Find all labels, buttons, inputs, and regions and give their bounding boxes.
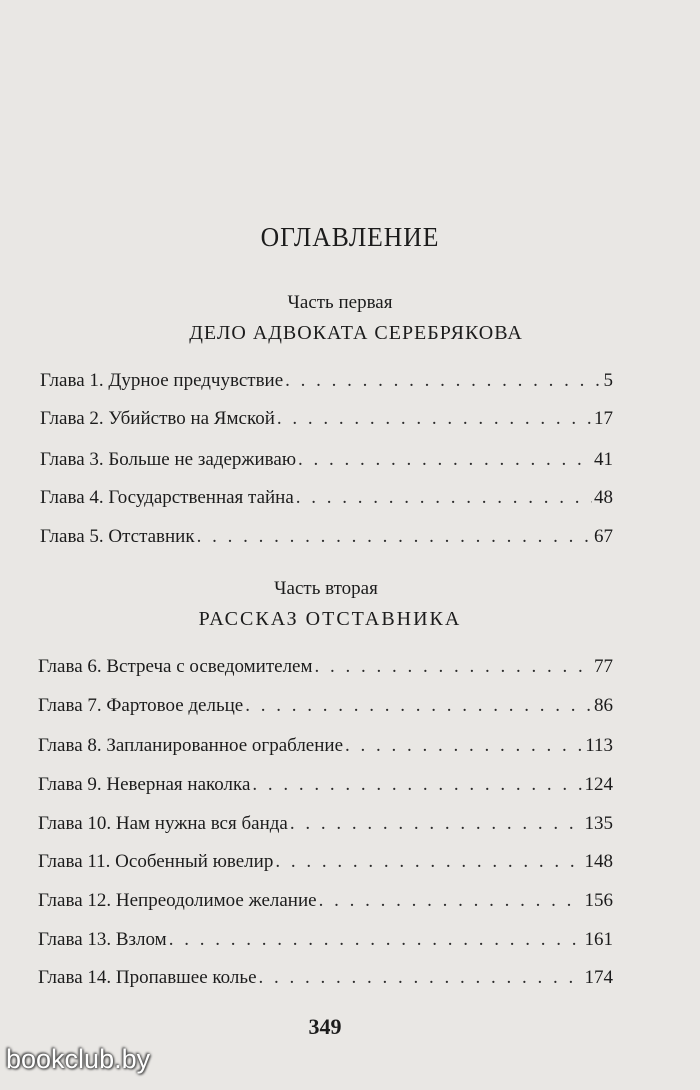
toc-entry-chapter-2: [40, 408, 613, 432]
chapter-title: Глава 4. Государственная тайна: [40, 487, 294, 508]
chapter-page: 174: [584, 967, 613, 988]
chapter-title: Глава 1. Дурное предчувствие: [40, 370, 284, 391]
part-2-name: РАССКАЗ ОТСТАВНИКА: [198, 608, 462, 630]
chapter-page: 17: [594, 408, 613, 429]
chapter-page: 113: [585, 735, 613, 756]
chapter-page: 5: [603, 370, 613, 391]
toc-entry-chapter-5: [40, 526, 613, 550]
chapter-page: 135: [584, 813, 613, 834]
dot-leader: [277, 408, 592, 430]
watermark-logo: bookclub.by: [6, 1044, 151, 1074]
toc-entry-chapter-11: [38, 851, 613, 875]
toc-entry-chapter-13: [38, 929, 613, 953]
chapter-title: Глава 9. Неверная наколка: [38, 774, 251, 795]
chapter-title: Глава 13. Взлом: [38, 929, 167, 950]
chapter-title: Глава 10. Нам нужна вся банда: [38, 813, 288, 834]
chapter-page: 124: [584, 774, 613, 795]
dot-leader: [296, 487, 592, 509]
toc-entry-chapter-14: [38, 967, 613, 991]
dot-leader: [169, 929, 583, 951]
dot-leader: [315, 656, 592, 678]
dot-leader: [275, 851, 582, 873]
chapter-title: Глава 8. Запланированное ограбление: [38, 735, 344, 756]
chapter-page: 48: [594, 487, 613, 508]
chapter-title: Глава 2. Убийство на Ямской: [40, 408, 275, 429]
part-2-label: Часть вторая: [274, 578, 378, 599]
toc-entry-chapter-1: [40, 370, 613, 394]
toc-entry-chapter-12: [38, 890, 613, 914]
dot-leader: [259, 967, 583, 989]
toc-entry-chapter-4: [40, 487, 613, 511]
chapter-title: Глава 7. Фартовое дельце: [38, 695, 244, 716]
toc-entry-chapter-10: [38, 813, 613, 837]
dot-leader: [252, 774, 582, 796]
toc-entry-chapter-7: [38, 695, 613, 719]
dot-leader: [298, 449, 592, 471]
page-number: 349: [308, 1014, 342, 1039]
chapter-page: 156: [584, 890, 613, 911]
dot-leader: [285, 370, 601, 392]
chapter-title: Глава 11. Особенный ювелир: [38, 851, 274, 872]
chapter-page: 77: [594, 656, 613, 677]
dot-leader: [197, 526, 592, 548]
chapter-page: 41: [594, 449, 613, 470]
dot-leader: [290, 813, 583, 835]
chapter-title: Глава 14. Пропавшее колье: [38, 967, 257, 988]
toc-entry-chapter-3: [40, 449, 613, 473]
chapter-page: 148: [584, 851, 613, 872]
toc-title: ОГЛАВЛЕНИЕ: [260, 222, 440, 252]
dot-leader: [345, 735, 583, 757]
chapter-title: Глава 6. Встреча с осведомителем: [38, 656, 313, 677]
chapter-page: 161: [584, 929, 613, 950]
chapter-title: Глава 3. Больше не задерживаю: [40, 449, 297, 470]
part-1-label: Часть первая: [287, 292, 393, 313]
toc-entry-chapter-9: [38, 774, 613, 798]
chapter-page: 86: [594, 695, 613, 716]
dot-leader: [319, 890, 583, 912]
chapter-title: Глава 5. Отставник: [40, 526, 195, 547]
dot-leader: [245, 695, 592, 717]
chapter-title: Глава 12. Непреодолимое желание: [38, 890, 317, 911]
chapter-page: 67: [594, 526, 613, 547]
toc-entry-chapter-6: [38, 656, 613, 680]
toc-entry-chapter-8: [38, 735, 613, 759]
part-1-name: ДЕЛО АДВОКАТА СЕРЕБРЯКОВА: [189, 322, 523, 344]
